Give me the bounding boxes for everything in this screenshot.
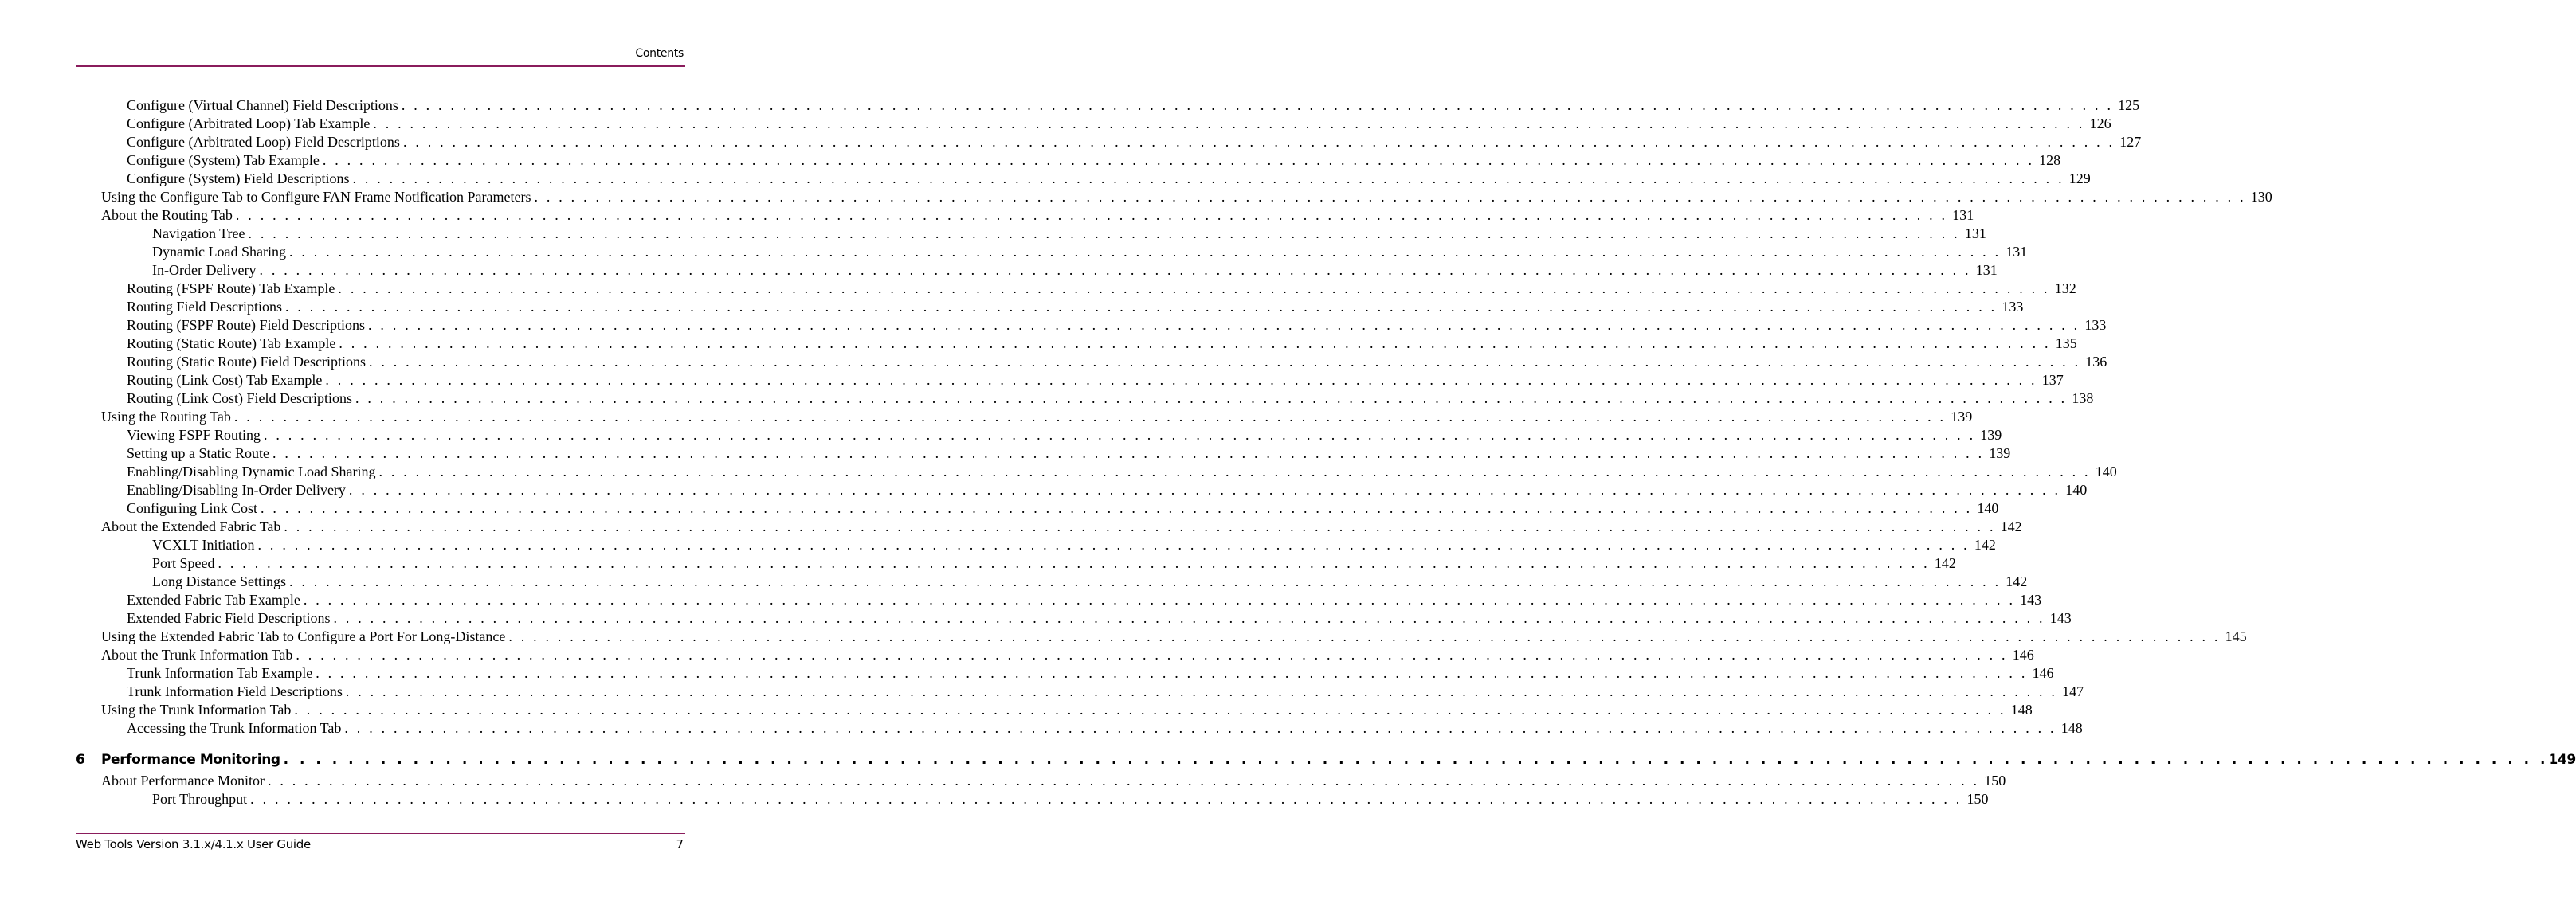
toc-entry-title: Configure (System) Field Descriptions [127, 170, 350, 186]
toc-entry-page: 143 [2049, 610, 2072, 626]
toc-entry-title: Dynamic Load Sharing [152, 244, 286, 260]
dot-leader: . . . . . . . . . . . . . . . . . . . . . . . . . . . . . . . . . . . . . . . . . . . . . . . . . . . . . . . . . . . . . . . . . . . . . . . . . . . . . . . . . . . . . . . . . . . . . . . . . . . . . . . . . . . . . . . . . . . . . . . . . . . . . . . . . . . . . . . . . . . . [402, 134, 2115, 150]
toc-entry[interactable] [127, 317, 2107, 335]
toc-entry-page: 146 [2032, 665, 2054, 681]
toc-entry[interactable] [127, 134, 2142, 151]
toc-entry-title: Extended Fabric Field Descriptions [127, 610, 331, 626]
chapter-title: Performance Monitoring [101, 752, 280, 768]
toc-entry-title: Navigation Tree [152, 225, 245, 241]
toc-entry[interactable] [127, 592, 2042, 609]
dot-leader: . . . . . . . . . . . . . . . . . . . . . . . . . . . . . . . . . . . . . . . . . . . . . . . . . . . . . . . . . . . . . . . . . . . . . . . . . . . . . . . . . . . . . . . . . . . . . . . . . . . . . . . . . . . . . . . . . . . . . . . . . . . . . . . . . . . . . . . . . . . . [248, 225, 1960, 241]
toc-entry-page: 131 [1964, 225, 1986, 241]
toc-entry-title: Configuring Link Cost [127, 500, 258, 516]
toc-entry-page: 142 [1974, 537, 1996, 553]
toc-entry-title: Setting up a Static Route [127, 445, 269, 461]
toc-entry-title: Routing (Static Route) Field Descriptions [127, 354, 366, 370]
dot-leader: . . . . . . . . . . . . . . . . . . . . . . . . . . . . . . . . . . . . . . . . . . . . . . . . . . . . . . . . . . . . . . . . . . . . . . . . . . . . . . . . . . . . . . . . . . . . . . . . . . . . . . . . . . . . . . . . . . . . . . . . . . . . . . . . . . . . . . . . . . . . [250, 791, 1962, 807]
dot-leader: . . . . . . . . . . . . . . . . . . . . . . . . . . . . . . . . . . . . . . . . . . . . . . . . . . . . . . . . . . . . . . . . . . . . . . . . . . . . . . . . . . . . . . . . . . . . . . . . . . . . . . . . . . . . . . . . . . . . . . . . . . . . . . . . . . . . . . . . . . . . [401, 97, 2114, 113]
toc-entry-title: Trunk Information Field Descriptions [127, 683, 343, 699]
dot-leader: . . . . . . . . . . . . . . . . . . . . . . . . . . . . . . . . . . . . . . . . . . . . . . . . . . . . . . . . . . . . . . . . . . . . . . . . . . . . . . . . . . . . . . . . . . . . . . . . . . . . . . . . . . . . . . . . . . . . . . . . . . . . . . . . . . . . . . . . . . . . [373, 115, 2085, 131]
toc-entry[interactable] [101, 207, 1974, 225]
dot-leader: . . . . . . . . . . . . . . . . . . . . . . . . . . . . . . . . . . . . . . . . . . . . . . . . . . . . . . . . . . . . . . . . . . . . . . . . . . . . . . . . . . . . . . . . . . . . . . . . . . . . . . . . . . . . . . . . . . . . . . . . . . . . . . . . . . . . . . . . . . . . [284, 519, 1996, 534]
toc-entry-title: About the Trunk Information Tab [101, 647, 293, 663]
toc-entry[interactable] [127, 280, 2076, 298]
toc-entry[interactable] [152, 555, 1956, 573]
toc-entry[interactable] [127, 445, 2011, 463]
dot-leader: . . . . . . . . . . . . . . . . . . . . . . . . . . . . . . . . . . . . . . . . . . . . . . . . . . . . . . . . . . . . . . . . . . . . . . . . . . . . . . . . . . . . . . . . . . . . . . . . . . . . . . . . . . . . . . . . . . . . . . . . . . . . . . . . . . . . . . . . . . . . [508, 628, 2221, 644]
toc-entry[interactable] [152, 244, 2028, 261]
toc-entry[interactable] [127, 152, 2061, 170]
footer-guide-title: Web Tools Version 3.1.x/4.1.x User Guide [76, 837, 311, 851]
toc-entry-page: 127 [2119, 134, 2142, 150]
toc-entry-title: About Performance Monitor [101, 773, 265, 789]
toc-entry-page: 129 [2068, 170, 2091, 186]
toc-entry-title: Long Distance Settings [152, 573, 286, 589]
toc-entry-title: Configure (Virtual Channel) Field Descriptions [127, 97, 398, 113]
toc-entry-page: 140 [2065, 482, 2088, 498]
toc-entry-page: 137 [2041, 372, 2064, 388]
toc-entry[interactable] [127, 97, 2140, 115]
toc-entry[interactable] [127, 683, 2084, 701]
toc-entry-title: Configure (Arbitrated Loop) Tab Example [127, 115, 371, 131]
toc-entry-page: 133 [2084, 317, 2107, 333]
toc-entry[interactable] [127, 665, 2054, 683]
toc-entry[interactable] [127, 335, 2077, 353]
dot-leader: . . . . . . . . . . . . . . . . . . . . . . . . . . . . . . . . . . . . . . . . . . . . . . . . . . . . . . . . . . . . . . . . . . . . . . . . . . . . . . . . . . . . . . . . . . . . . . . . . . . . . . . . . . . . . . . . . . . . . . . . . . . . . . . . . . . . . . . . . . . . [368, 354, 2081, 370]
toc-entry[interactable] [127, 170, 2091, 188]
toc-entry[interactable] [127, 354, 2107, 371]
footer-page-number: 7 [676, 837, 684, 851]
toc-entry[interactable] [101, 189, 2272, 206]
toc-entry-title: Using the Trunk Information Tab [101, 702, 292, 718]
toc-entry-title: Port Throughput [152, 791, 248, 807]
toc-entry-title: Enabling/Disabling In-Order Delivery [127, 482, 346, 498]
toc-entry[interactable] [101, 409, 1973, 426]
toc-entry-page: 131 [1975, 262, 1998, 278]
toc-entry[interactable] [127, 299, 2024, 316]
toc-entry[interactable] [127, 500, 1999, 518]
dot-leader: . . . . . . . . . . . . . . . . . . . . . . . . . . . . . . . . . . . . . . . . . . . . . . . . . . . . . . . . . . . . . . . . . . . . . . . . . . . . . . . . . . . . . . . . . . . . . . . . . . . . . . . . . . . . . . . . . . . . . . . . . . . . . . . . . . . . . . . . . . . . [272, 445, 1985, 461]
dot-leader: . . . . . . . . . . . . . . . . . . . . . . . . . . . . . . . . . . . . . . . . . . . . . . . . . . . . . . . . . . . . . . . . . . . . . . . . . . . . . . . . . . . . . . . . . . . . . . . . . . . . . . . . . . . . . . . . . . . . . . . . . . . . . . . . . . . . . . . . . . . . [355, 390, 2068, 406]
dot-leader: . . . . . . . . . . . . . . . . . . . . . . . . . . . . . . . . . . . . . . . . . . . . . . . . . . . . . . . . . . . . . . . . . . . . . . . . . . . . . . . . . . . . . . . . . . . . . . . . . . . . . . . . . . . . . . . . . . . . . . . . . . . . . . . . . . . . . . . . . . . . [285, 299, 1998, 315]
dot-leader: . . . . . . . . . . . . . . . . . . . . . . . . . . . . . . . . . . . . . . . . . . . . . . . . . . . . . . . . . . . . . . . . . . . . . . . . . . . . . . . . . . . . . . . . . . . . . . . . . . . . . . . . . . . . . . . . . . . . . . . . . . . . . . . . . . . . . . . . . . . . [316, 665, 2028, 681]
toc-entry[interactable] [152, 573, 2028, 591]
toc-entry[interactable] [127, 390, 2094, 408]
dot-leader: . . . . . . . . . . . . . . . . . . . . . . . . . . . . . . . . . . . . . . . . . . . . . . . . . . . . . . . . . . . . . . . . . . . . . . . . . . . . . . . . . . . . . . . . . . . . . . . . . . . . . . . . . . . . . . . . . . . . . . . . . . . . . . . . . . . . . . . . . . . . [235, 207, 1948, 223]
dot-leader: . . . . . . . . . . . . . . . . . . . . . . . . . . . . . . . . . . . . . . . . . . . . . . . . . . . . . . . . . . . . . . . . . . . . . . . . . . . . . . . . . . . . . . . . . . . . . . . . . . . . . . . . . . . . . . . . . . . . . . . . . . . . . . . . . . . . . . . . . . . . [294, 702, 2006, 718]
toc-entry-page: 139 [1989, 445, 2011, 461]
toc-entry-page: 126 [2089, 115, 2111, 131]
toc-entry-page: 130 [2250, 189, 2272, 205]
toc-entry-page: 131 [1952, 207, 1974, 223]
toc-entry-title: Routing (FSPF Route) Field Descriptions [127, 317, 366, 333]
toc-entry-page: 146 [2012, 647, 2034, 663]
toc-entry-page: 142 [1934, 555, 1956, 571]
toc-entry-title: Trunk Information Tab Example [127, 665, 313, 681]
dot-leader: . . . . . . . . . . . . . . . . . . . . . . . . . . . . . . . . . . . . . . . . . . . . . . . . . . . . . . . . . . . . . . . . . . . . . . . . . . . . . . . . . . . . . . . . . . . . . . . . . . . . . . . . . . . . . . . . . . . . . . . . . . . . . . . . . . . . . . . . . . . . [288, 573, 2002, 589]
toc-entry-title: Enabling/Disabling Dynamic Load Sharing [127, 464, 376, 479]
toc-entry-page: 138 [2072, 390, 2094, 406]
dot-leader: . . . . . . . . . . . . . . . . . . . . . . . . . . . . . . . . . . . . . . . . . . . . . . . . . . . . . . . . . . . . . . . . . . . . . . . . . . . . . . . . . . . . . . . . . . . . . . . . . . . . . . . . . . . . . . . . . . . . . . . . . . . . . . . . . . . . . . . . . . . . [378, 464, 2091, 479]
toc-entry-title: Routing (Link Cost) Field Descriptions [127, 390, 352, 406]
toc-entry-title: Accessing the Trunk Information Tab [127, 720, 342, 736]
toc-entry-page: 132 [2054, 280, 2076, 296]
toc-entry-page: 143 [2020, 592, 2042, 608]
toc-entry-page: 140 [1977, 500, 1999, 516]
toc-entry[interactable] [127, 372, 2064, 389]
toc-entry[interactable] [101, 519, 2022, 536]
chapter-entry[interactable] [76, 752, 2576, 771]
dot-leader: . . . . . . . . . . . . . . . . . . . . . . . . . . . . . . . . . . . . . . . . . . . . . . . . . . . . . . . . . . . . . . . . . . . . . . . . . . . . . . . . . . . . . . . . . . . . . . . . . . . . . . . . . . . . . . . . . . . . . . . . . . . . . . . . . . . . . . . . . . . . [267, 773, 1980, 789]
toc-entry-title: Routing (Static Route) Tab Example [127, 335, 336, 351]
toc-entry[interactable] [127, 115, 2111, 133]
toc-entry-title: About the Routing Tab [101, 207, 233, 223]
dot-leader: . . . . . . . . . . . . . . . . . . . . . . . . . . . . . . . . . . . . . . . . . . . . . . . . . . . . . . . . . . . . . . . . . . . . . . . . . . . . . . . . . . . . . . . . . . . . . . . . . . . . . . . . . . . . . . . . . . . . . . . . . . . . . . . . . . . . . . . . . . . . [233, 409, 1947, 425]
toc-entry-page: 136 [2085, 354, 2107, 370]
dot-leader: . . . . . . . . . . . . . . . . . . . . . . . . . . . . . . . . . . . . . . . . . . . . . . . . . . . . . . . . . . . . . . . . . . . . . . . . . . . . . . . . . . . . . . . . . . . . . . . . . . . . . . . . . . . . . . . . . . . . . . . . . . . . . . . . . . . . . . . . . . . . [261, 500, 1973, 516]
toc-entry[interactable] [127, 482, 2088, 499]
header-section-label: Contents [635, 47, 684, 60]
toc-entry-title: Extended Fabric Tab Example [127, 592, 300, 608]
toc-entry[interactable] [127, 610, 2072, 628]
chapter-page: 149 [2548, 752, 2576, 768]
toc-entry-page: 147 [2062, 683, 2084, 699]
toc-entry-page: 133 [2002, 299, 2024, 315]
dot-leader: . . . . . . . . . . . . . . . . . . . . . . . . . . . . . . . . . . . . . . . . . . . . . . . . . . . . . . . . . . . . . . . . . . . . . . . . . . . . . . . . . . . . . . . . . . . . . . . . . . . . . . . . . . . . . . . . . . . . . . . . . . . . . . . . . . . . . . . . . . . . [368, 317, 2080, 333]
toc-entry-page: 148 [2010, 702, 2033, 718]
toc-entry-title: Using the Extended Fabric Tab to Configure a Port For Long-Distance [101, 628, 506, 644]
toc-entry[interactable] [101, 702, 2033, 719]
toc-entry-page: 145 [2225, 628, 2247, 644]
toc-entry-page: 135 [2055, 335, 2077, 351]
toc-entry-page: 131 [2006, 244, 2028, 260]
toc-entry-page: 150 [1984, 773, 2006, 789]
dot-leader: . . . . . . . . . . . . . . . . . . . . . . . . . . . . . . . . . . . . . . . . . . . . . . . . . . . . . . . . . . . . . . . . . . . . . . . . . . . . . . . . . . . . . . . . . . . . . . . . . . . . . . . . . . . . . . . . . . . . . . . . . . . . . . . . . . . . . . . . . . . . [344, 720, 2056, 736]
footer-rule [76, 833, 685, 834]
toc-entry-page: 150 [1966, 791, 1989, 807]
toc-entry[interactable] [101, 647, 2034, 664]
dot-leader: . . . . . . . . . . . . . . . . . . . . . . . . . . . . . . . . . . . . . . . . . . . . . . . . . . . . . . . . . . . . . . . . . . . . . . . . . . . . . . . . . . . . . . . . . . . . . . . . . . . . . . . . . . . . . . . . . . . . . . . . . . . . . . . . . . . . . . . . . . . . [283, 752, 2549, 768]
dot-leader: . . . . . . . . . . . . . . . . . . . . . . . . . . . . . . . . . . . . . . . . . . . . . . . . . . . . . . . . . . . . . . . . . . . . . . . . . . . . . . . . . . . . . . . . . . . . . . . . . . . . . . . . . . . . . . . . . . . . . . . . . . . . . . . . . . . . . . . . . . . . [352, 170, 2064, 186]
toc-entry-title: VCXLT Initiation [152, 537, 255, 553]
toc-entry-title: Configure (Arbitrated Loop) Field Descriptions [127, 134, 400, 150]
toc-entry-title: Configure (System) Tab Example [127, 152, 320, 168]
toc-entry[interactable] [101, 773, 2006, 790]
toc-entry[interactable] [152, 262, 1998, 280]
toc-entry-page: 142 [2000, 519, 2022, 534]
toc-entry-title: Routing (Link Cost) Tab Example [127, 372, 323, 388]
dot-leader: . . . . . . . . . . . . . . . . . . . . . . . . . . . . . . . . . . . . . . . . . . . . . . . . . . . . . . . . . . . . . . . . . . . . . . . . . . . . . . . . . . . . . . . . . . . . . . . . . . . . . . . . . . . . . . . . . . . . . . . . . . . . . . . . . . . . . . . . . . . . [288, 244, 2002, 260]
dot-leader: . . . . . . . . . . . . . . . . . . . . . . . . . . . . . . . . . . . . . . . . . . . . . . . . . . . . . . . . . . . . . . . . . . . . . . . . . . . . . . . . . . . . . . . . . . . . . . . . . . . . . . . . . . . . . . . . . . . . . . . . . . . . . . . . . . . . . . . . . . . . [348, 482, 2061, 498]
toc-entry-title: Using the Configure Tab to Configure FAN Frame Notification Parameters [101, 189, 531, 205]
dot-leader: . . . . . . . . . . . . . . . . . . . . . . . . . . . . . . . . . . . . . . . . . . . . . . . . . . . . . . . . . . . . . . . . . . . . . . . . . . . . . . . . . . . . . . . . . . . . . . . . . . . . . . . . . . . . . . . . . . . . . . . . . . . . . . . . . . . . . . . . . . . . [259, 262, 1971, 278]
toc-entry-title: Routing (FSPF Route) Tab Example [127, 280, 335, 296]
header-rule [76, 65, 685, 67]
toc-entry-page: 142 [2006, 573, 2028, 589]
toc-entry-page: 140 [2095, 464, 2117, 479]
toc-entry[interactable] [152, 791, 1989, 808]
toc-entry-title: Routing Field Descriptions [127, 299, 282, 315]
toc-entry[interactable] [127, 464, 2117, 481]
toc-entry[interactable] [101, 628, 2247, 646]
toc-entry-page: 125 [2118, 97, 2140, 113]
chapter-number: 6 [76, 752, 85, 768]
toc-entry-title: Port Speed [152, 555, 215, 571]
dot-leader: . . . . . . . . . . . . . . . . . . . . . . . . . . . . . . . . . . . . . . . . . . . . . . . . . . . . . . . . . . . . . . . . . . . . . . . . . . . . . . . . . . . . . . . . . . . . . . . . . . . . . . . . . . . . . . . . . . . . . . . . . . . . . . . . . . . . . . . . . . . . [218, 555, 1930, 571]
dot-leader: . . . . . . . . . . . . . . . . . . . . . . . . . . . . . . . . . . . . . . . . . . . . . . . . . . . . . . . . . . . . . . . . . . . . . . . . . . . . . . . . . . . . . . . . . . . . . . . . . . . . . . . . . . . . . . . . . . . . . . . . . . . . . . . . . . . . . . . . . . . . [303, 592, 2016, 608]
toc-entry-title: Using the Routing Tab [101, 409, 231, 425]
toc-entry[interactable] [127, 427, 2002, 444]
toc-entry-page: 139 [1980, 427, 2002, 443]
dot-leader: . . . . . . . . . . . . . . . . . . . . . . . . . . . . . . . . . . . . . . . . . . . . . . . . . . . . . . . . . . . . . . . . . . . . . . . . . . . . . . . . . . . . . . . . . . . . . . . . . . . . . . . . . . . . . . . . . . . . . . . . . . . . . . . . . . . . . . . . . . . . [339, 335, 2051, 351]
dot-leader: . . . . . . . . . . . . . . . . . . . . . . . . . . . . . . . . . . . . . . . . . . . . . . . . . . . . . . . . . . . . . . . . . . . . . . . . . . . . . . . . . . . . . . . . . . . . . . . . . . . . . . . . . . . . . . . . . . . . . . . . . . . . . . . . . . . . . . . . . . . . [345, 683, 2058, 699]
dot-leader: . . . . . . . . . . . . . . . . . . . . . . . . . . . . . . . . . . . . . . . . . . . . . . . . . . . . . . . . . . . . . . . . . . . . . . . . . . . . . . . . . . . . . . . . . . . . . . . . . . . . . . . . . . . . . . . . . . . . . . . . . . . . . . . . . . . . . . . . . . . . [333, 610, 2045, 626]
toc-entry-page: 148 [2060, 720, 2083, 736]
dot-leader: . . . . . . . . . . . . . . . . . . . . . . . . . . . . . . . . . . . . . . . . . . . . . . . . . . . . . . . . . . . . . . . . . . . . . . . . . . . . . . . . . . . . . . . . . . . . . . . . . . . . . . . . . . . . . . . . . . . . . . . . . . . . . . . . . . . . . . . . . . . . [263, 427, 1976, 443]
toc-entry-title: About the Extended Fabric Tab [101, 519, 281, 534]
toc-entry-title: In-Order Delivery [152, 262, 257, 278]
dot-leader: . . . . . . . . . . . . . . . . . . . . . . . . . . . . . . . . . . . . . . . . . . . . . . . . . . . . . . . . . . . . . . . . . . . . . . . . . . . . . . . . . . . . . . . . . . . . . . . . . . . . . . . . . . . . . . . . . . . . . . . . . . . . . . . . . . . . . . . . . . . . [325, 372, 2037, 388]
dot-leader: . . . . . . . . . . . . . . . . . . . . . . . . . . . . . . . . . . . . . . . . . . . . . . . . . . . . . . . . . . . . . . . . . . . . . . . . . . . . . . . . . . . . . . . . . . . . . . . . . . . . . . . . . . . . . . . . . . . . . . . . . . . . . . . . . . . . . . . . . . . . [296, 647, 2008, 663]
dot-leader: . . . . . . . . . . . . . . . . . . . . . . . . . . . . . . . . . . . . . . . . . . . . . . . . . . . . . . . . . . . . . . . . . . . . . . . . . . . . . . . . . . . . . . . . . . . . . . . . . . . . . . . . . . . . . . . . . . . . . . . . . . . . . . . . . . . . . . . . . . . . [257, 537, 1970, 553]
toc-entry[interactable] [152, 537, 1996, 554]
toc-entry[interactable] [127, 720, 2083, 738]
dot-leader: . . . . . . . . . . . . . . . . . . . . . . . . . . . . . . . . . . . . . . . . . . . . . . . . . . . . . . . . . . . . . . . . . . . . . . . . . . . . . . . . . . . . . . . . . . . . . . . . . . . . . . . . . . . . . . . . . . . . . . . . . . . . . . . . . . . . . . . . . . . . [322, 152, 2035, 168]
dot-leader: . . . . . . . . . . . . . . . . . . . . . . . . . . . . . . . . . . . . . . . . . . . . . . . . . . . . . . . . . . . . . . . . . . . . . . . . . . . . . . . . . . . . . . . . . . . . . . . . . . . . . . . . . . . . . . . . . . . . . . . . . . . . . . . . . . . . . . . . . . . . [338, 280, 2050, 296]
dot-leader: . . . . . . . . . . . . . . . . . . . . . . . . . . . . . . . . . . . . . . . . . . . . . . . . . . . . . . . . . . . . . . . . . . . . . . . . . . . . . . . . . . . . . . . . . . . . . . . . . . . . . . . . . . . . . . . . . . . . . . . . . . . . . . . . . . . . . . . . . . . . [534, 189, 2246, 205]
toc-entry[interactable] [152, 225, 1986, 243]
toc-entry-page: 128 [2039, 152, 2061, 168]
toc-entry-title: Viewing FSPF Routing [127, 427, 261, 443]
toc-entry-page: 139 [1951, 409, 1973, 425]
